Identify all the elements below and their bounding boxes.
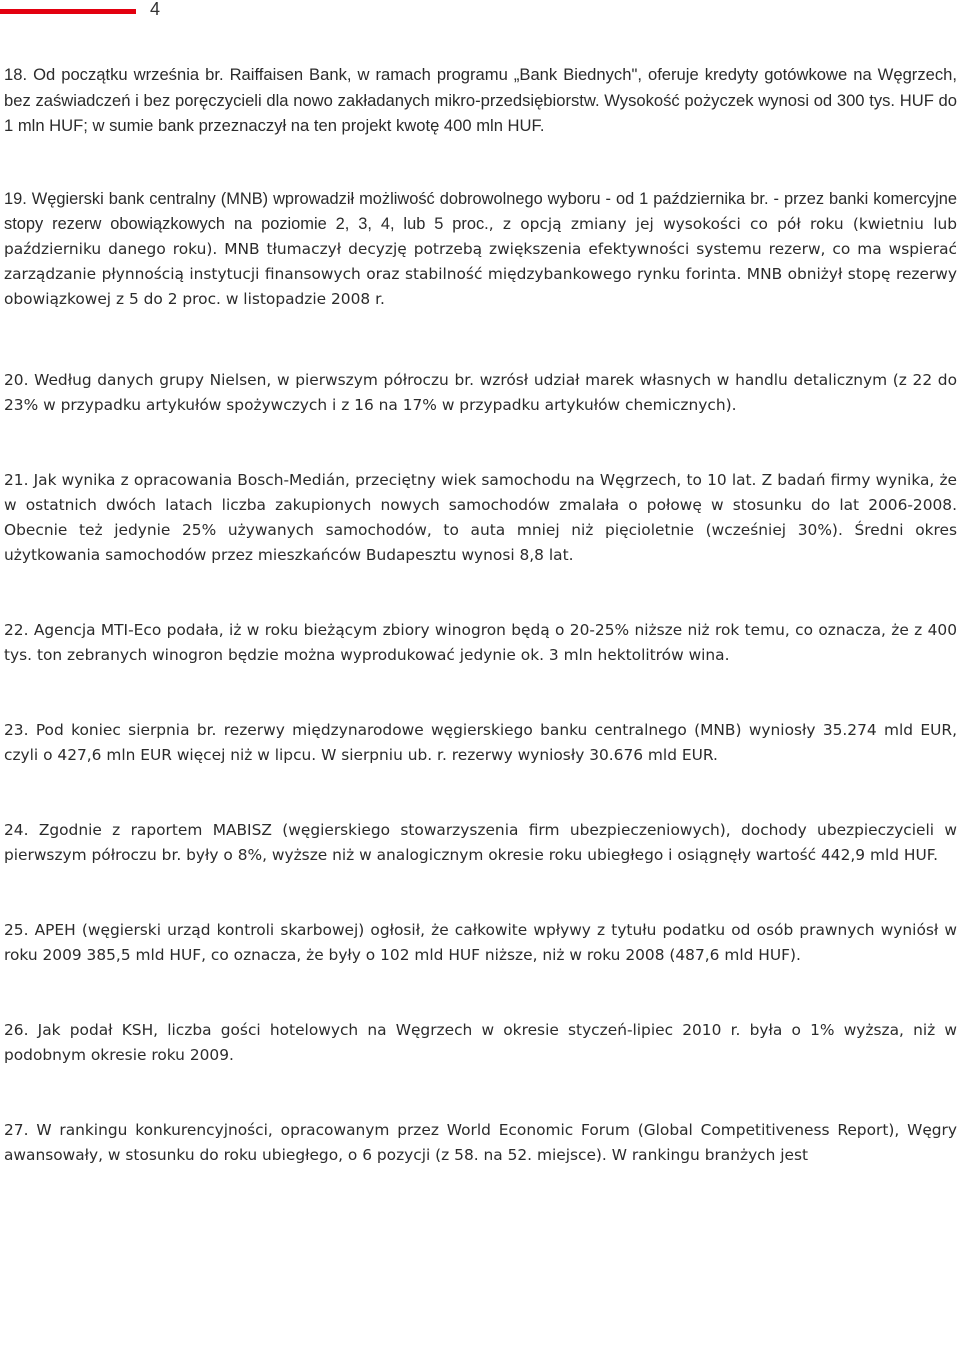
news-item-24: 24. Zgodnie z raportem MABISZ (węgierskiego stowarzyszenia firm ubezpieczeniowych), dochody ubezpieczycieli w pierwszym półroczu br. były o 8%, wyższe niż w analogicznym okresie roku ubiegłego i osiągnęły wartość 442,9 mld HUF. (4, 820, 957, 864)
page-number: 4 (150, 0, 161, 19)
news-item-19-head: 19. Węgierski bank centralny (MNB) wprowadził możliwość dobrowolnego wyboru - od 1 października br. - przez banki komercyjne stopy rezerw obowiązkowych na poziomie 2, 3, 4, lub 5 proc. (4, 189, 957, 233)
news-item-25: 25. APEH (węgierski urząd kontroli skarbowej) ogłosił, że całkowite wpływy z tytułu podatku od osób prawnych wyniósł w roku 2009 385,5 mld HUF, co oznacza, że były o 102 mld HUF niższe, niż w roku 2008 (487,6 mld HUF). (4, 920, 957, 964)
news-item-23: 23. Pod koniec sierpnia br. rezerwy międzynarodowe węgierskiego banku centralnego (MNB) wyniosły 35.274 mld EUR, czyli o 427,6 mln EUR więcej niż w lipcu. W sierpniu ub. r. rezerwy wyniosły 30.676 mld EUR. (4, 720, 957, 764)
news-item-26: 26. Jak podał KSH, liczba gości hotelowych na Węgrzech w okresie styczeń-lipiec 2010 r. była o 1% wyższa, niż w podobnym okresie roku 2009. (4, 1020, 957, 1064)
news-item-19 (4, 187, 957, 312)
news-item-20: 20. Według danych grupy Nielsen, w pierwszym półroczu br. wzrósł udział marek własnych w handlu detalicznym (z 22 do 23% w przypadku artykułów spożywczych i z 16 na 17% w przypadku artykułów chemicznych). (4, 370, 957, 414)
news-list (4, 62, 957, 1168)
news-item-27: 27. W rankingu konkurencyjności, opracowanym przez World Economic Forum (Global Competitiveness Report), Węgry awansowały, w stosunku do roku ubiegłego, o 6 pozycji (z 58. na 52. miejsce). W rankingu branżych jest (4, 1120, 957, 1164)
header-accent-bar (0, 9, 136, 14)
news-item-22: 22. Agencja MTI-Eco podała, iż w roku bieżącym zbiory winogron będą o 20-25% niższe niż rok temu, co oznacza, że z 400 tys. ton zebranych winogron będzie można wyprodukować jedynie ok. 3 mln hektolitrów wina. (4, 620, 957, 664)
news-item-18: 18. Od początku września br. Raiffaisen Bank, w ramach programu „Bank Biednych", oferuje kredyty gotówkowe na Węgrzech, bez zaświadczeń i bez poręczycieli dla nowo zakładanych mikro-przedsiębiorstw. Wysokość pożyczek wynosi od 300 tys. HUF do 1 mln HUF; w sumie bank przeznaczył na ten projekt kwotę 400 mln HUF. (4, 65, 957, 135)
news-item-21: 21. Jak wynika z opracowania Bosch-Medián, przeciętny wiek samochodu na Węgrzech, to 10 lat. Z badań firmy wynika, że w ostatnich dwóch latach liczba zakupionych nowych samochodów zmalała o połowę w stosunku do lat 2006-2008. Obecnie też jedynie 25% używanych samochodów, to auta mniej niż pięcioletnie (wcześniej 30%). Średni okres użytkowania samochodów przez mieszkańców Budapesztu wynosi 8,8 lat. (4, 470, 957, 564)
news-item-19-tail: , z opcją zmiany jej wysokości co pół roku (kwietniu lub październiku danego roku). MNB tłumaczył decyzję potrzebą zwiększenia efektywności systemu rezerw, co ma wspierać zarządzanie płynnością instytucji finansowych oraz stabilność międzybankowego rynku forinta. MNB obniżył stopę rezerwy obowiązkowej z 5 do 2 proc. w listopadzie 2008 r. (4, 214, 957, 308)
